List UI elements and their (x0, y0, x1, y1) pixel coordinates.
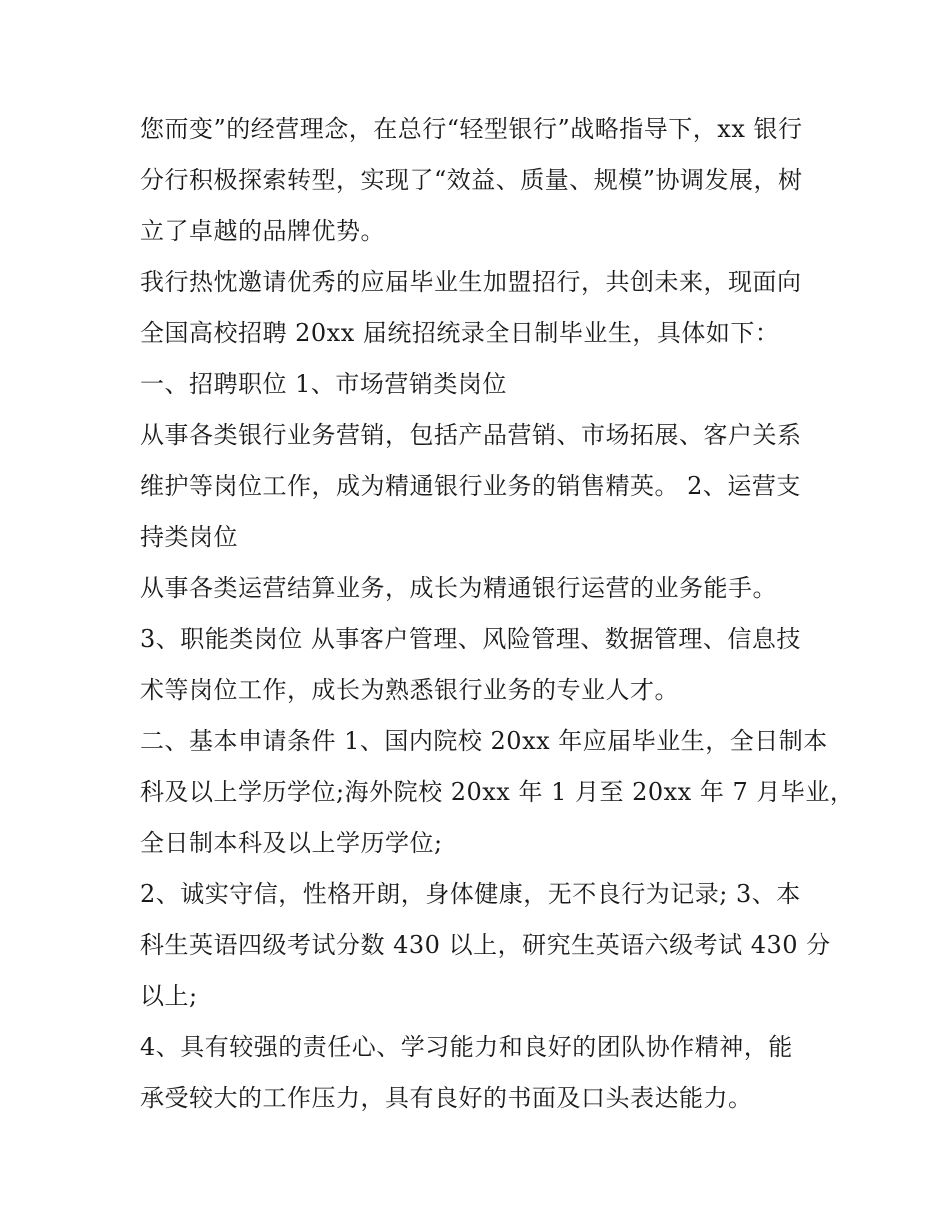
text-line: 持类岗位 (140, 523, 238, 551)
text-line: 术等岗位工作，成长为熟悉银行业务的专业人才。 (140, 676, 679, 704)
text-line: 从事各类运营结算业务，成长为精通银行运营的业务能手。 (140, 574, 777, 602)
text-line: 2、诚实守信，性格开朗，身体健康，无不良行为记录; 3、本 (140, 880, 801, 908)
section-heading-line: 一、招聘职位 1、市场营销类岗位 (140, 370, 507, 398)
text-line: 您而变”的经营理念，在总行“轻型银行”战略指导下，xx 银行 (140, 115, 803, 143)
text-line: 承受较大的工作压力，具有良好的书面及口头表达能力。 (140, 1084, 753, 1112)
document-body (140, 104, 855, 1124)
text-line: 维护等岗位工作，成为精通银行业务的销售精英。 2、运营支 (140, 472, 801, 500)
text-line: 以上; (140, 982, 198, 1010)
text-line: 立了卓越的品牌优势。 (140, 217, 385, 245)
text-line: 从事各类银行业务营销，包括产品营销、市场拓展、客户关系 (140, 421, 802, 449)
section-heading-line: 二、基本申请条件 1、国内院校 20xx 年应届毕业生，全日制本 (140, 727, 828, 755)
text-line: 科生英语四级考试分数 430 以上，研究生英语六级考试 430 分 (140, 931, 831, 959)
text-line: 分行积极探索转型，实现了“效益、质量、规模”协调发展，树 (140, 166, 803, 194)
text-line: 3、职能类岗位 从事客户管理、风险管理、数据管理、信息技 (140, 625, 801, 653)
text-line: 科及以上学历学位;海外院校 20xx 年 1 月至 20xx 年 7 月毕业， (140, 778, 855, 806)
text-line: 全日制本科及以上学历学位; (140, 829, 443, 857)
text-line: 全国高校招聘 20xx 届统招统录全日制毕业生，具体如下： (140, 319, 780, 347)
text-line: 我行热忱邀请优秀的应届毕业生加盟招行，共创未来，现面向 (140, 268, 802, 296)
text-line: 4、具有较强的责任心、学习能力和良好的团队协作精神，能 (140, 1033, 793, 1061)
